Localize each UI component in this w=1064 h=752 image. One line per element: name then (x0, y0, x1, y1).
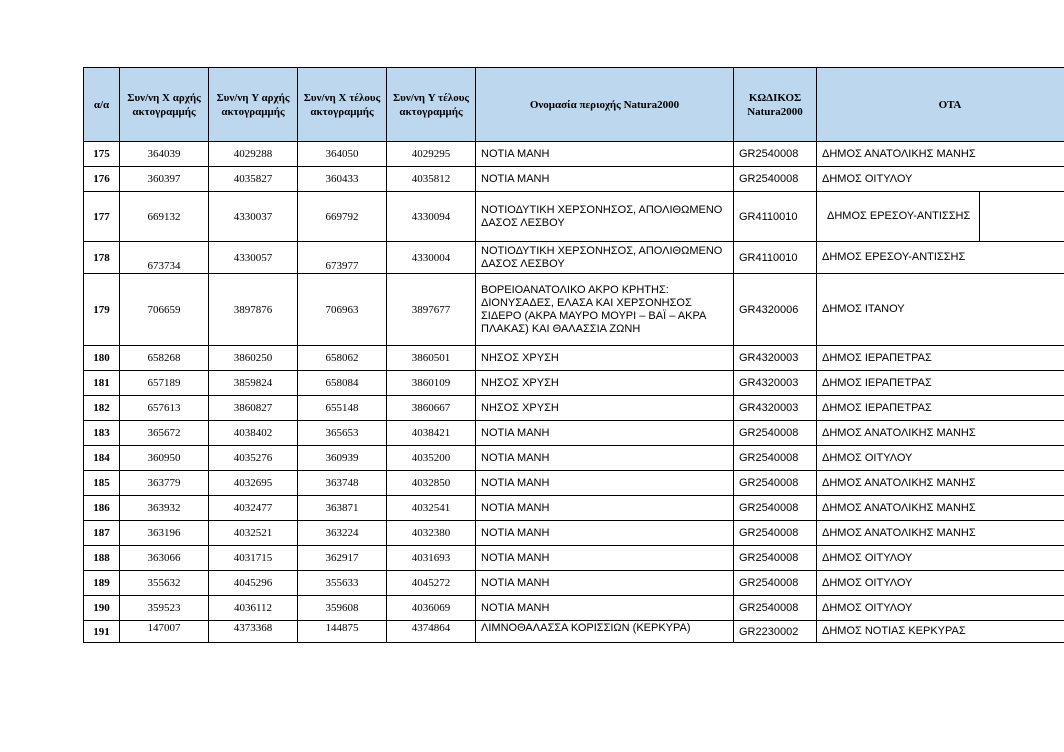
x-end-cell: 673977 (298, 242, 387, 274)
ota-cell: ΔΗΜΟΣ ΟΙΤΥΛΟΥ (817, 546, 1064, 571)
area-name-cell: ΝΟΤΙΑ ΜΑΝΗ (476, 142, 734, 167)
area-name-cell: ΝΟΤΙΟΔΥΤΙΚΗ ΧΕΡΣΟΝΗΣΟΣ, ΑΠΟΛΙΘΩΜΕΝΟ ΔΑΣΟΣ ΛΕΣΒΟΥ (476, 242, 734, 274)
x-start-cell: 364039 (120, 142, 209, 167)
natura-code-cell: GR2540008 (734, 521, 817, 546)
y-end-cell: 4032850 (387, 471, 476, 496)
table-row (84, 242, 1064, 274)
natura-code-cell: GR2540008 (734, 571, 817, 596)
table-row (84, 371, 1064, 396)
ota-cell: ΔΗΜΟΣ ΕΡΕΣΟΥ-ΑΝΤΙΣΣΗΣ (817, 242, 1064, 274)
y-start-cell: 3897876 (209, 274, 298, 346)
table-row (84, 167, 1064, 192)
x-start-cell: 355632 (120, 571, 209, 596)
row-number: 183 (84, 421, 120, 446)
table-row (84, 346, 1064, 371)
row-number: 176 (84, 167, 120, 192)
y-start-cell: 4031715 (209, 546, 298, 571)
natura-code-cell: GR2540008 (734, 142, 817, 167)
row-number: 190 (84, 596, 120, 621)
ota-cell: ΔΗΜΟΣ ΙΕΡΑΠΕΤΡΑΣ (817, 371, 1064, 396)
x-start-cell: 657189 (120, 371, 209, 396)
natura-code-cell: GR2540008 (734, 446, 817, 471)
row-number: 179 (84, 274, 120, 346)
area-name-cell: ΝΗΣΟΣ ΧΡΥΣΗ (476, 396, 734, 421)
area-name-cell: ΒΟΡΕΙΟΑΝΑΤΟΛΙΚΟ ΑΚΡΟ ΚΡΗΤΗΣ: ΔΙΟΝΥΣΑΔΕΣ, ΕΛΑΣΑ ΚΑΙ ΧΕΡΣΟΝΗΣΟΣ ΣΙΔΕΡΟ (ΑΚΡΑ ΜΑΥΡΟ ΜΟΥΡΙ – ΒΑΪ – ΑΚΡΑ ΠΛΑΚΑΣ) ΚΑΙ ΘΑΛΑΣΣΙΑ ΖΩΝΗ (476, 274, 734, 346)
x-end-cell: 706963 (298, 274, 387, 346)
row-number: 186 (84, 496, 120, 521)
y-start-cell: 4330037 (209, 192, 298, 242)
area-name-cell: ΝΟΤΙΑ ΜΑΝΗ (476, 496, 734, 521)
row-number: 189 (84, 571, 120, 596)
y-end-cell: 4035200 (387, 446, 476, 471)
area-name-cell: ΝΟΤΙΑ ΜΑΝΗ (476, 167, 734, 192)
ota-cell: ΔΗΜΟΣ ΝΟΤΙΑΣ ΚΕΡΚΥΡΑΣ (817, 621, 1064, 643)
x-end-cell: 363224 (298, 521, 387, 546)
natura-code-cell: GR2540008 (734, 546, 817, 571)
row-number: 182 (84, 396, 120, 421)
area-name-cell: ΝΟΤΙΑ ΜΑΝΗ (476, 446, 734, 471)
y-start-cell: 4373368 (209, 621, 298, 643)
ota-cell: ΔΗΜΟΣ ΟΙΤΥΛΟΥ (817, 571, 1064, 596)
x-start-cell: 658268 (120, 346, 209, 371)
table-row (84, 396, 1064, 421)
y-start-cell: 4330057 (209, 242, 298, 274)
x-start-cell: 360950 (120, 446, 209, 471)
y-end-cell: 4045272 (387, 571, 476, 596)
natura-code-cell: GR2540008 (734, 496, 817, 521)
y-end-cell: 3860501 (387, 346, 476, 371)
area-name-cell: ΝΟΤΙΑ ΜΑΝΗ (476, 471, 734, 496)
natura-code-cell: GR2540008 (734, 421, 817, 446)
y-end-cell: 4029295 (387, 142, 476, 167)
y-start-cell: 3860250 (209, 346, 298, 371)
y-start-cell: 4032521 (209, 521, 298, 546)
ota-cell: ΔΗΜΟΣ ΑΝΑΤΟΛΙΚΗΣ ΜΑΝΗΣ (817, 471, 1064, 496)
y-end-cell: 4035812 (387, 167, 476, 192)
ota-cell: ΔΗΜΟΣ ΟΙΤΥΛΟΥ (817, 167, 1064, 192)
ota-cell (817, 192, 1064, 242)
x-end-cell: 364050 (298, 142, 387, 167)
x-end-cell: 363748 (298, 471, 387, 496)
row-number: 181 (84, 371, 120, 396)
header-x-start: Συν/νη X αρχής ακτογραμμής (120, 68, 209, 142)
table-row (84, 521, 1064, 546)
natura-code-cell: GR4320003 (734, 346, 817, 371)
x-start-cell: 673734 (120, 242, 209, 274)
area-name-cell: ΝΟΤΙΑ ΜΑΝΗ (476, 546, 734, 571)
y-start-cell: 4035276 (209, 446, 298, 471)
area-name-cell: ΝΗΣΟΣ ΧΡΥΣΗ (476, 371, 734, 396)
natura-code-cell: GR2540008 (734, 167, 817, 192)
area-name-cell: ΛΙΜΝΟΘΑΛΑΣΣΑ ΚΟΡΙΣΣΙΩΝ (ΚΕΡΚΥΡΑ) (476, 621, 734, 643)
x-start-cell: 147007 (120, 621, 209, 643)
y-end-cell: 3897677 (387, 274, 476, 346)
x-end-cell: 144875 (298, 621, 387, 643)
y-end-cell: 4038421 (387, 421, 476, 446)
row-number: 187 (84, 521, 120, 546)
header-y-start: Συν/νη Y αρχής ακτογραμμής (209, 68, 298, 142)
natura-coastline-table (83, 67, 1064, 643)
area-name-cell: ΝΟΤΙΟΔΥΤΙΚΗ ΧΕΡΣΟΝΗΣΟΣ, ΑΠΟΛΙΘΩΜΕΝΟ ΔΑΣΟΣ ΛΕΣΒΟΥ (476, 192, 734, 242)
area-name-cell: ΝΟΤΙΑ ΜΑΝΗ (476, 421, 734, 446)
y-end-cell: 4031693 (387, 546, 476, 571)
x-end-cell: 355633 (298, 571, 387, 596)
x-start-cell: 363066 (120, 546, 209, 571)
area-name-cell: ΝΗΣΟΣ ΧΡΥΣΗ (476, 346, 734, 371)
ota-cell: ΔΗΜΟΣ ΙΕΡΑΠΕΤΡΑΣ (817, 346, 1064, 371)
x-start-cell: 365672 (120, 421, 209, 446)
natura-code-cell: GR4110010 (734, 242, 817, 274)
ota-cell: ΔΗΜΟΣ ΙΕΡΑΠΕΤΡΑΣ (817, 396, 1064, 421)
y-start-cell: 4032695 (209, 471, 298, 496)
y-start-cell: 4045296 (209, 571, 298, 596)
x-start-cell: 363196 (120, 521, 209, 546)
natura-code-cell: GR2540008 (734, 471, 817, 496)
x-end-cell: 360433 (298, 167, 387, 192)
header-area-name: Ονομασία περιοχής Natura2000 (476, 68, 734, 142)
header-x-end: Συν/νη X τέλους ακτογραμμής (298, 68, 387, 142)
x-start-cell: 363932 (120, 496, 209, 521)
area-name-cell: ΝΟΤΙΑ ΜΑΝΗ (476, 521, 734, 546)
ota-subcell: ΔΗΜΟΣ ΕΡΕΣΟΥ-ΑΝΤΙΣΣΗΣ (822, 192, 980, 241)
x-start-cell: 359523 (120, 596, 209, 621)
ota-cell: ΔΗΜΟΣ ΙΤΑΝΟΥ (817, 274, 1064, 346)
x-start-cell: 360397 (120, 167, 209, 192)
header-code: ΚΩΔΙΚΟΣ Natura2000 (734, 68, 817, 142)
table-row (84, 274, 1064, 346)
row-number: 191 (84, 621, 120, 643)
x-end-cell: 363871 (298, 496, 387, 521)
table-row (84, 571, 1064, 596)
header-y-end: Συν/νη Y τέλους ακτογραμμής (387, 68, 476, 142)
empty-subcell (980, 192, 1064, 241)
x-end-cell: 362917 (298, 546, 387, 571)
y-start-cell: 4036112 (209, 596, 298, 621)
x-end-cell: 658084 (298, 371, 387, 396)
row-number: 177 (84, 192, 120, 242)
natura-code-cell: GR4320006 (734, 274, 817, 346)
table-row (84, 596, 1064, 621)
natura-code-cell: GR2230002 (734, 621, 817, 643)
y-start-cell: 4035827 (209, 167, 298, 192)
row-number: 175 (84, 142, 120, 167)
ota-cell: ΔΗΜΟΣ ΑΝΑΤΟΛΙΚΗΣ ΜΑΝΗΣ (817, 142, 1064, 167)
y-end-cell: 4032541 (387, 496, 476, 521)
y-end-cell: 4036069 (387, 596, 476, 621)
y-start-cell: 4032477 (209, 496, 298, 521)
x-end-cell: 669792 (298, 192, 387, 242)
y-end-cell: 4032380 (387, 521, 476, 546)
natura-code-cell: GR2540008 (734, 596, 817, 621)
row-number: 178 (84, 242, 120, 274)
natura-code-cell: GR4320003 (734, 371, 817, 396)
ota-cell: ΔΗΜΟΣ ΟΙΤΥΛΟΥ (817, 446, 1064, 471)
y-start-cell: 3859824 (209, 371, 298, 396)
table-row (84, 446, 1064, 471)
natura-code-cell: GR4320003 (734, 396, 817, 421)
y-end-cell: 3860667 (387, 396, 476, 421)
ota-cell: ΔΗΜΟΣ ΟΙΤΥΛΟΥ (817, 596, 1064, 621)
ota-cell: ΔΗΜΟΣ ΑΝΑΤΟΛΙΚΗΣ ΜΑΝΗΣ (817, 496, 1064, 521)
ota-cell: ΔΗΜΟΣ ΑΝΑΤΟΛΙΚΗΣ ΜΑΝΗΣ (817, 521, 1064, 546)
table-row (84, 142, 1064, 167)
x-end-cell: 658062 (298, 346, 387, 371)
area-name-cell: ΝΟΤΙΑ ΜΑΝΗ (476, 571, 734, 596)
row-number: 188 (84, 546, 120, 571)
table-row (84, 546, 1064, 571)
y-start-cell: 4038402 (209, 421, 298, 446)
header-ota: ΟΤΑ (817, 68, 1064, 142)
y-end-cell: 4374864 (387, 621, 476, 643)
header-aa: α/α (84, 68, 120, 142)
table-row (84, 621, 1064, 643)
ota-cell: ΔΗΜΟΣ ΑΝΑΤΟΛΙΚΗΣ ΜΑΝΗΣ (817, 421, 1064, 446)
natura-code-cell: GR4110010 (734, 192, 817, 242)
row-number: 184 (84, 446, 120, 471)
table-header-row (84, 68, 1064, 142)
table-row (84, 496, 1064, 521)
area-name-cell: ΝΟΤΙΑ ΜΑΝΗ (476, 596, 734, 621)
row-number: 185 (84, 471, 120, 496)
x-start-cell: 669132 (120, 192, 209, 242)
y-end-cell: 4330094 (387, 192, 476, 242)
y-start-cell: 3860827 (209, 396, 298, 421)
x-start-cell: 706659 (120, 274, 209, 346)
x-end-cell: 365653 (298, 421, 387, 446)
row-number: 180 (84, 346, 120, 371)
table-row (84, 421, 1064, 446)
y-end-cell: 4330004 (387, 242, 476, 274)
table-row (84, 192, 1064, 242)
x-end-cell: 359608 (298, 596, 387, 621)
table-row (84, 471, 1064, 496)
x-end-cell: 360939 (298, 446, 387, 471)
x-end-cell: 655148 (298, 396, 387, 421)
x-start-cell: 657613 (120, 396, 209, 421)
x-start-cell: 363779 (120, 471, 209, 496)
y-end-cell: 3860109 (387, 371, 476, 396)
y-start-cell: 4029288 (209, 142, 298, 167)
